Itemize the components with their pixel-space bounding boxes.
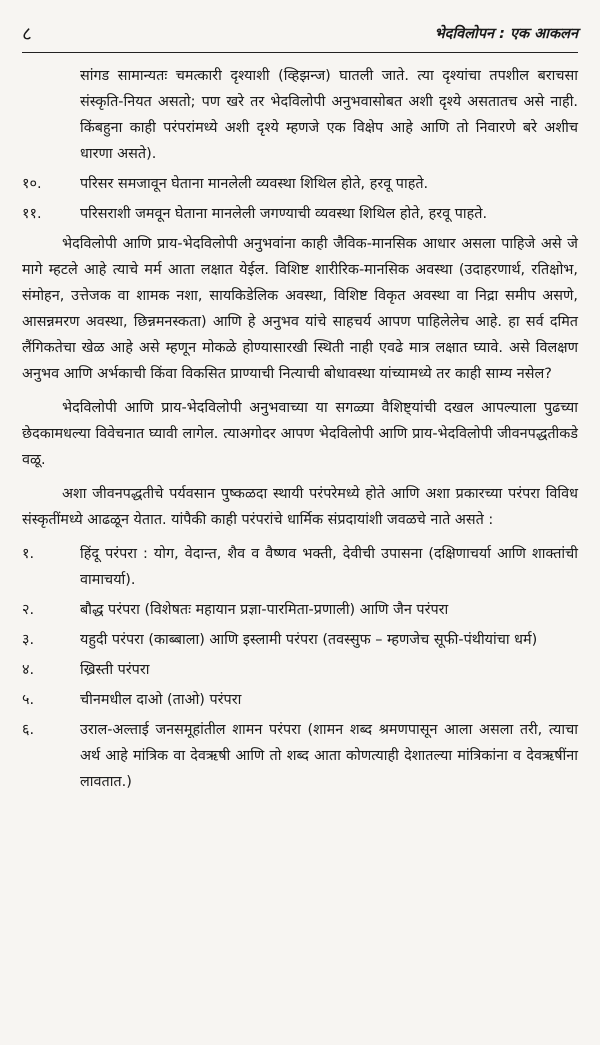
- header-rule: [22, 52, 578, 53]
- body-paragraph: भेदविलोपी आणि प्राय-भेदविलोपी अनुभवांना काही जैविक-मानसिक आधार असला पाहिजे असे जे मागे म्हटले आहे त्याचे मर्म आता लक्षात येईल. विशिष्ट शारीरिक-मानसिक अवस्था (उदाहरणार्थ, रतिक्षोभ, संमोहन, उत्तेजक वा शामक नशा, सायकिडेलिक अवस्था, विशिष्ट विकृत अवस्था वा निद्रा समीप असणे, आसन्नमरण अवस्था, छिन्नमनस्कता) आणि हे अनुभव यांचे साहचर्य आपण पाहिलेलेच आहे. हा सर्व दमित लैंगिकतेचा खेळ आहे असे म्हणून मोकळे होण्यासारखी स्थिती नाही एवढे मात्र लक्षात घ्यावे. असे विलक्षण अनुभव आणि अर्भकाची किंवा विकसित प्राण्याची नित्याची बोधावस्था यांच्यामध्ये तर काही साम्य नसेल?: [22, 236, 578, 382]
- list-item-number: २.: [22, 602, 35, 618]
- list-item-text: परिसर समजावून घेताना मानलेली व्यवस्था शिथिल होते, हरवू पाहते.: [80, 176, 429, 192]
- list-item-text: ख्रिस्ती परंपरा: [80, 662, 150, 678]
- page-header: [22, 18, 578, 48]
- list-item-number: ११.: [22, 206, 42, 222]
- continued-paragraph: सांगड सामान्यतः चमत्कारी दृश्याशी (व्हिझन्ज) घातली जाते. त्या दृश्यांचा तपशील बराचसा संस्कृति-नियत असतो; पण खरे तर भेदविलोपी अनुभवासोबत अशी दृश्ये असतातच असे नाही. किंबहुना काही परंपरांमध्ये अशी दृश्ये म्हणजे एक विक्षेप आहे आणि तो निवारणे बरे अशीच धारणा असते).: [80, 68, 578, 162]
- page-number: ८: [22, 23, 32, 45]
- list-item-text: उराल-अल्ताई जनसमूहांतील शामन परंपरा (शामन शब्द श्रमणपासून आला असला तरी, त्याचा अर्थ आहे मांत्रिक वा देवऋषी आणि तो शब्द आता कोणत्याही देशातल्या मांत्रिकांना व देवऋषींना लावतात.): [80, 722, 578, 790]
- body-paragraph: भेदविलोपी आणि प्राय-भेदविलोपी अनुभवाच्या या सगळ्या वैशिष्ट्यांची दखल आपल्याला पुढच्या छेदकामधल्या विवेचनात घ्यावी लागेल. त्याअगोदर आपण भेदविलोपी आणि प्राय-भेदविलोपी जीवनपद्धतीकडे वळू.: [22, 400, 578, 468]
- list-item: [22, 171, 578, 197]
- list-item-number: १.: [22, 546, 35, 562]
- list-item-text: हिंदू परंपरा : योग, वेदान्त, शैव व वैष्णव भक्ती, देवीची उपासना (दक्षिणाचर्या आणि शाक्तांची वामाचर्या).: [80, 546, 578, 588]
- tradition-list-item: [22, 597, 578, 623]
- list-item-text: परिसराशी जमवून घेताना मानलेली जगण्याची व्यवस्था शिथिल होते, हरवू पाहते.: [80, 206, 488, 222]
- tradition-list-item: [22, 627, 578, 653]
- body-paragraph: अशा जीवनपद्धतीचे पर्यवसान पुष्कळदा स्थायी परंपरेमध्ये होते आणि अशा प्रकारच्या परंपरा विविध संस्कृतींमध्ये आढळून येतात. यांपैकी काही परंपरांचे धार्मिक संप्रदायांशी जवळचे नाते असते :: [22, 486, 578, 528]
- list-item-text: बौद्ध परंपरा (विशेषतः महायान प्रज्ञा-पारमिता-प्रणाली) आणि जैन परंपरा: [80, 602, 449, 618]
- page-body: [22, 63, 578, 795]
- list-item-number: ४.: [22, 662, 35, 678]
- list-item-number: ३.: [22, 632, 35, 648]
- list-item-text: चीनमधील दाओ (ताओ) परंपरा: [80, 692, 242, 708]
- tradition-list-item: [22, 657, 578, 683]
- tradition-list-item: [22, 687, 578, 713]
- running-title: भेदविलोपन : एक आकलन: [434, 26, 578, 42]
- list-item-number: ५.: [22, 692, 35, 708]
- list-item: [22, 201, 578, 227]
- list-item-number: ६.: [22, 722, 35, 738]
- list-item-number: १०.: [22, 176, 42, 192]
- tradition-list-item: [22, 541, 578, 593]
- tradition-list-item: [22, 717, 578, 795]
- list-item-text: यहुदी परंपरा (काब्बाला) आणि इस्लामी परंपरा (तवस्सुफ – म्हणजेच सूफी-पंथीयांचा धर्म): [80, 632, 538, 648]
